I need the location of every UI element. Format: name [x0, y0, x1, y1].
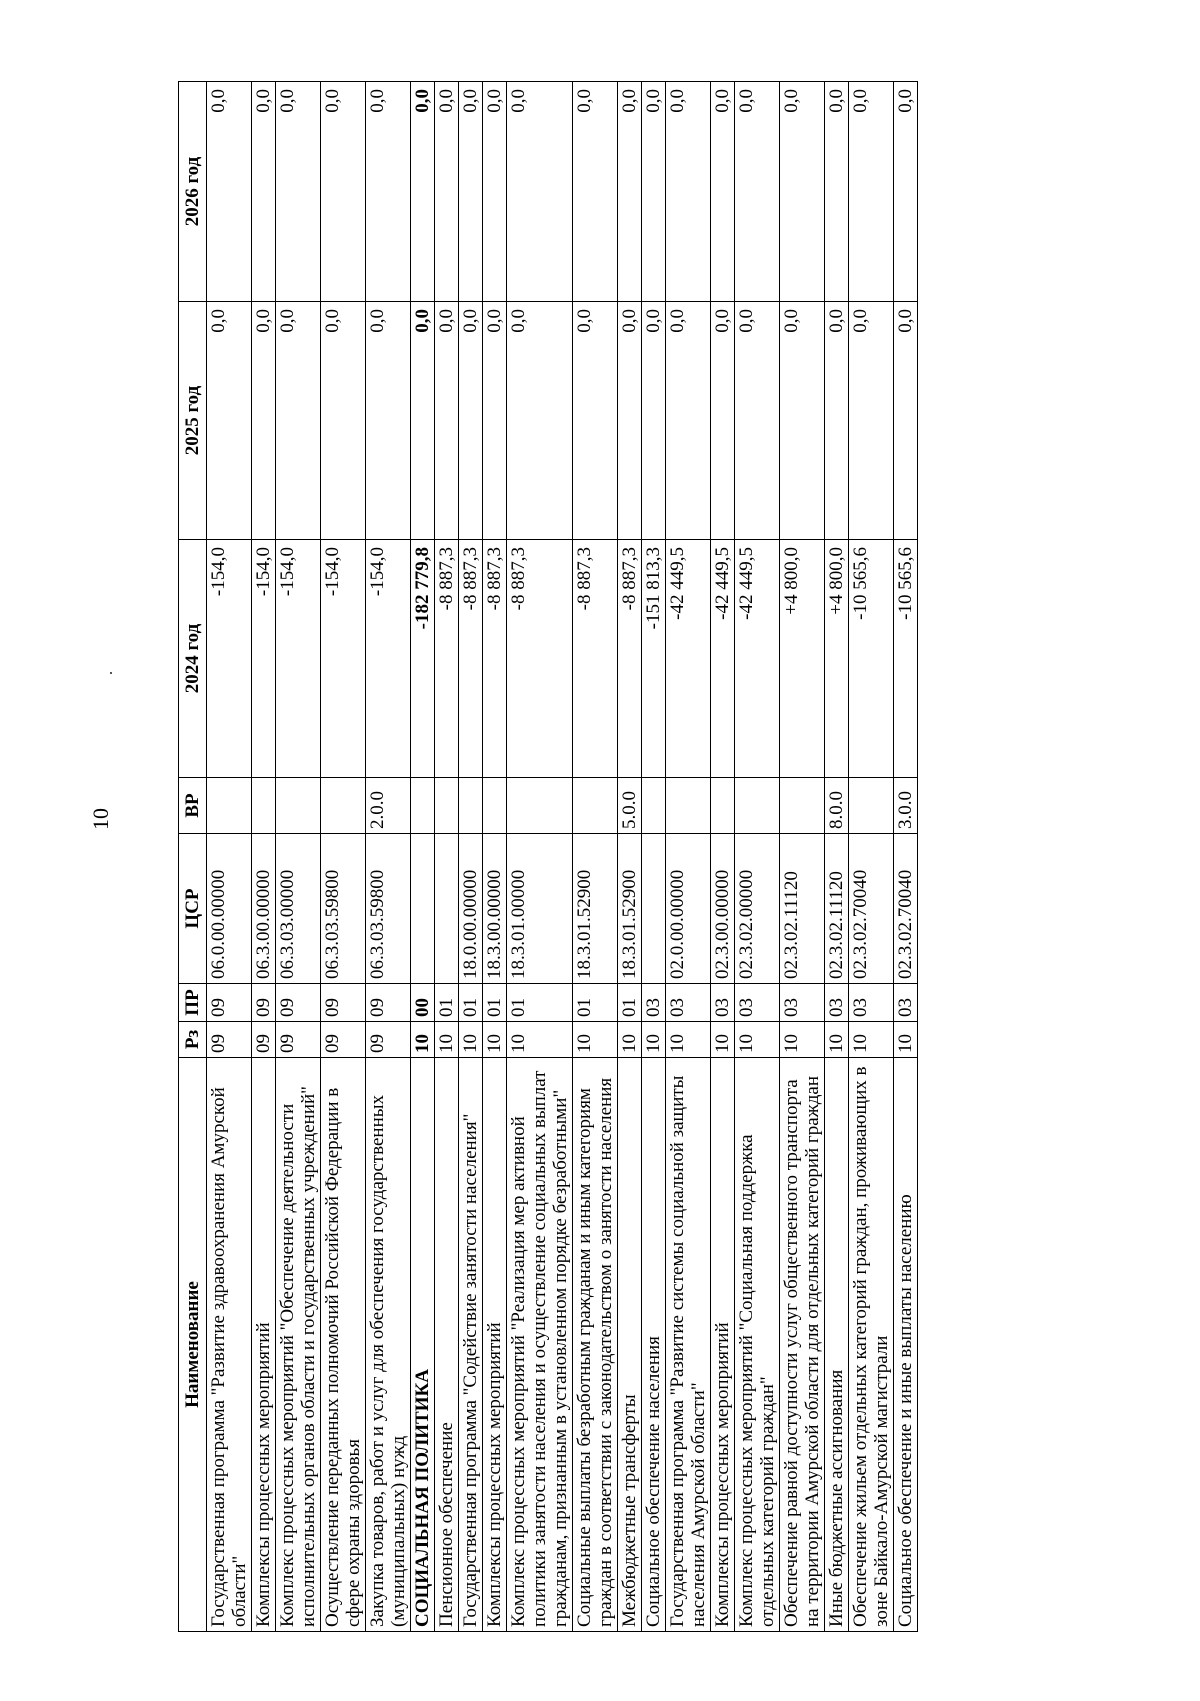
cell-csr: 18.3.01.52900 [573, 834, 618, 984]
cell-pr: 09 [252, 984, 276, 1022]
cell-vr [321, 778, 366, 834]
cell-vr [735, 778, 780, 834]
cell-2024: -154,0 [207, 540, 252, 778]
cell-vr [411, 778, 435, 834]
cell-name: Государственная программа "Развитие здравоохранения Амурской области" [207, 1058, 252, 1632]
cell-2026: 0,0 [735, 82, 780, 302]
cell-2024: -182 779,8 [411, 540, 435, 778]
cell-2025: 0,0 [207, 302, 252, 540]
cell-pr: 03 [894, 984, 918, 1022]
cell-rz: 10 [642, 1022, 666, 1058]
cell-2025: 0,0 [666, 302, 711, 540]
cell-2025: 0,0 [507, 302, 573, 540]
cell-vr [573, 778, 618, 834]
cell-csr: 18.0.00.00000 [459, 834, 483, 984]
cell-name: Комплексы процессных мероприятий [711, 1058, 735, 1632]
cell-name: Комплекс процессных мероприятий "Социальная поддержка отдельных категорий граждан" [735, 1058, 780, 1632]
scan-dot [110, 672, 112, 674]
cell-rz: 10 [735, 1022, 780, 1058]
cell-name: Иные бюджетные ассигнования [825, 1058, 849, 1632]
cell-2025: 0,0 [849, 302, 894, 540]
header-name: Наименование [179, 1058, 207, 1632]
cell-rz: 10 [411, 1022, 435, 1058]
table-row [849, 82, 894, 1632]
cell-2024: -8 887,3 [459, 540, 483, 778]
cell-2026: 0,0 [711, 82, 735, 302]
cell-rz: 09 [366, 1022, 411, 1058]
cell-rz: 10 [894, 1022, 918, 1058]
table-header-row [179, 82, 207, 1632]
cell-2026: 0,0 [825, 82, 849, 302]
cell-csr: 02.3.02.11120 [825, 834, 849, 984]
table-body [207, 82, 918, 1632]
table-row [435, 82, 459, 1632]
header-2024: 2024 год [179, 540, 207, 778]
table-row [207, 82, 252, 1632]
cell-2026: 0,0 [207, 82, 252, 302]
cell-2026: 0,0 [894, 82, 918, 302]
cell-pr: 03 [666, 984, 711, 1022]
cell-csr: 02.3.02.70040 [894, 834, 918, 984]
cell-vr [666, 778, 711, 834]
cell-2026: 0,0 [573, 82, 618, 302]
table-row [483, 82, 507, 1632]
cell-2025: 0,0 [618, 302, 642, 540]
cell-2024: -8 887,3 [483, 540, 507, 778]
cell-rz: 10 [849, 1022, 894, 1058]
cell-vr [207, 778, 252, 834]
cell-name: Межбюджетные трансферты [618, 1058, 642, 1632]
cell-vr [642, 778, 666, 834]
header-pr: ПР [179, 984, 207, 1022]
cell-pr: 03 [825, 984, 849, 1022]
cell-2026: 0,0 [618, 82, 642, 302]
cell-pr: 09 [366, 984, 411, 1022]
cell-rz: 10 [711, 1022, 735, 1058]
cell-2026: 0,0 [366, 82, 411, 302]
table-row [825, 82, 849, 1632]
cell-rz: 09 [252, 1022, 276, 1058]
cell-name: Осуществление переданных полномочий Российской Федерации в сфере охраны здоровья [321, 1058, 366, 1632]
table-row [573, 82, 618, 1632]
cell-csr [411, 834, 435, 984]
cell-2024: -8 887,3 [435, 540, 459, 778]
table-row [411, 82, 435, 1632]
cell-2024: -10 565,6 [849, 540, 894, 778]
cell-vr: 2.0.0 [366, 778, 411, 834]
cell-2025: 0,0 [459, 302, 483, 540]
cell-vr [459, 778, 483, 834]
cell-vr: 8.0.0 [825, 778, 849, 834]
cell-2025: 0,0 [435, 302, 459, 540]
cell-2025: 0,0 [825, 302, 849, 540]
cell-2026: 0,0 [459, 82, 483, 302]
cell-name: Государственная программа "Развитие системы социальной защиты населения Амурской области" [666, 1058, 711, 1632]
table-row [459, 82, 483, 1632]
cell-2026: 0,0 [252, 82, 276, 302]
cell-csr: 02.0.00.00000 [666, 834, 711, 984]
cell-rz: 09 [207, 1022, 252, 1058]
cell-pr: 03 [711, 984, 735, 1022]
cell-2024: -42 449,5 [735, 540, 780, 778]
header-2025: 2025 год [179, 302, 207, 540]
cell-vr [483, 778, 507, 834]
table-row [711, 82, 735, 1632]
cell-csr: 06.0.00.00000 [207, 834, 252, 984]
table-row [276, 82, 321, 1632]
cell-pr: 01 [483, 984, 507, 1022]
cell-2025: 0,0 [276, 302, 321, 540]
budget-table-container [178, 82, 1041, 1632]
cell-2025: 0,0 [642, 302, 666, 540]
cell-rz: 10 [825, 1022, 849, 1058]
table-row [780, 82, 825, 1632]
table-row [894, 82, 918, 1632]
cell-name: Обеспечение равной доступности услуг общественного транспорта на территории Амурской области для отдельных категорий граждан [780, 1058, 825, 1632]
cell-csr: 06.3.03.59800 [321, 834, 366, 984]
cell-name: Социальное обеспечение населения [642, 1058, 666, 1632]
cell-2026: 0,0 [849, 82, 894, 302]
cell-2025: 0,0 [711, 302, 735, 540]
cell-2024: -42 449,5 [711, 540, 735, 778]
cell-rz: 10 [483, 1022, 507, 1058]
cell-2026: 0,0 [642, 82, 666, 302]
cell-vr: 5.0.0 [618, 778, 642, 834]
cell-vr [711, 778, 735, 834]
cell-2026: 0,0 [411, 82, 435, 302]
cell-rz: 10 [573, 1022, 618, 1058]
cell-2025: 0,0 [735, 302, 780, 540]
cell-2025: 0,0 [321, 302, 366, 540]
cell-pr: 01 [507, 984, 573, 1022]
cell-2026: 0,0 [435, 82, 459, 302]
cell-rz: 10 [459, 1022, 483, 1058]
cell-2025: 0,0 [780, 302, 825, 540]
cell-csr: 18.3.01.52900 [618, 834, 642, 984]
cell-csr: 06.3.03.00000 [276, 834, 321, 984]
cell-2026: 0,0 [780, 82, 825, 302]
cell-2024: +4 800,0 [825, 540, 849, 778]
cell-pr: 00 [411, 984, 435, 1022]
table-row [252, 82, 276, 1632]
header-vr: ВР [179, 778, 207, 834]
cell-2025: 0,0 [894, 302, 918, 540]
cell-2024: -151 813,3 [642, 540, 666, 778]
cell-csr: 02.3.00.00000 [711, 834, 735, 984]
cell-2024: -154,0 [252, 540, 276, 778]
cell-pr: 01 [435, 984, 459, 1022]
cell-2024: -8 887,3 [618, 540, 642, 778]
cell-name: Закупка товаров, работ и услуг для обеспечения государственных (муниципальных) нужд [366, 1058, 411, 1632]
table-row [618, 82, 642, 1632]
cell-2026: 0,0 [507, 82, 573, 302]
cell-name: СОЦИАЛЬНАЯ ПОЛИТИКА [411, 1058, 435, 1632]
cell-rz: 10 [435, 1022, 459, 1058]
cell-vr [252, 778, 276, 834]
cell-csr: 02.3.02.70040 [849, 834, 894, 984]
cell-name: Комплексы процессных мероприятий [483, 1058, 507, 1632]
cell-vr [435, 778, 459, 834]
cell-name: Комплекс процессных мероприятий "Обеспечение деятельности исполнительных органов области и государственных учреждений" [276, 1058, 321, 1632]
header-csr: ЦСР [179, 834, 207, 984]
cell-pr: 01 [618, 984, 642, 1022]
cell-2024: -154,0 [366, 540, 411, 778]
cell-pr: 03 [735, 984, 780, 1022]
cell-name: Социальные выплаты безработным гражданам и иным категориям граждан в соответствии с законодательством о занятости населения [573, 1058, 618, 1632]
cell-rz: 10 [780, 1022, 825, 1058]
cell-rz: 10 [507, 1022, 573, 1058]
cell-2024: -10 565,6 [894, 540, 918, 778]
cell-name: Комплекс процессных мероприятий "Реализация мер активной политики занятости населения и осуществление социальных выплат гражданам, признанным в установленном порядке безработными" [507, 1058, 573, 1632]
header-rz: Рз [179, 1022, 207, 1058]
cell-pr: 03 [642, 984, 666, 1022]
cell-2025: 0,0 [366, 302, 411, 540]
cell-name: Комплексы процессных мероприятий [252, 1058, 276, 1632]
cell-2026: 0,0 [483, 82, 507, 302]
cell-csr [435, 834, 459, 984]
cell-pr: 03 [780, 984, 825, 1022]
cell-2024: -154,0 [321, 540, 366, 778]
cell-vr: 3.0.0 [894, 778, 918, 834]
cell-2024: -42 449,5 [666, 540, 711, 778]
cell-csr: 06.3.03.59800 [366, 834, 411, 984]
cell-csr: 18.3.00.00000 [483, 834, 507, 984]
cell-rz: 09 [276, 1022, 321, 1058]
table-row [642, 82, 666, 1632]
cell-2024: -154,0 [276, 540, 321, 778]
table-row [321, 82, 366, 1632]
page-number: 10 [88, 808, 113, 830]
cell-csr: 02.3.02.11120 [780, 834, 825, 984]
cell-2024: -8 887,3 [507, 540, 573, 778]
cell-pr: 03 [849, 984, 894, 1022]
cell-2024: -8 887,3 [573, 540, 618, 778]
cell-2025: 0,0 [483, 302, 507, 540]
cell-name: Пенсионное обеспечение [435, 1058, 459, 1632]
cell-pr: 01 [459, 984, 483, 1022]
cell-csr: 06.3.00.00000 [252, 834, 276, 984]
cell-vr [276, 778, 321, 834]
cell-2025: 0,0 [573, 302, 618, 540]
cell-vr [507, 778, 573, 834]
cell-rz: 10 [618, 1022, 642, 1058]
cell-name: Обеспечение жильем отдельных категорий граждан, проживающих в зоне Байкало-Амурской магистрали [849, 1058, 894, 1632]
cell-2025: 0,0 [411, 302, 435, 540]
cell-vr [849, 778, 894, 834]
cell-pr: 01 [573, 984, 618, 1022]
cell-2026: 0,0 [276, 82, 321, 302]
cell-name: Государственная программа "Содействие занятости населения" [459, 1058, 483, 1632]
cell-pr: 09 [276, 984, 321, 1022]
cell-2024: +4 800,0 [780, 540, 825, 778]
cell-2025: 0,0 [252, 302, 276, 540]
cell-pr: 09 [207, 984, 252, 1022]
cell-name: Социальное обеспечение и иные выплаты населению [894, 1058, 918, 1632]
cell-2026: 0,0 [321, 82, 366, 302]
cell-pr: 09 [321, 984, 366, 1022]
table-row [666, 82, 711, 1632]
cell-2026: 0,0 [666, 82, 711, 302]
cell-csr: 02.3.02.00000 [735, 834, 780, 984]
cell-csr: 18.3.01.00000 [507, 834, 573, 984]
cell-rz: 09 [321, 1022, 366, 1058]
cell-csr [642, 834, 666, 984]
table-row [507, 82, 573, 1632]
table-row [366, 82, 411, 1632]
budget-table [178, 81, 918, 1632]
cell-rz: 10 [666, 1022, 711, 1058]
table-row [735, 82, 780, 1632]
header-2026: 2026 год [179, 82, 207, 302]
cell-vr [780, 778, 825, 834]
